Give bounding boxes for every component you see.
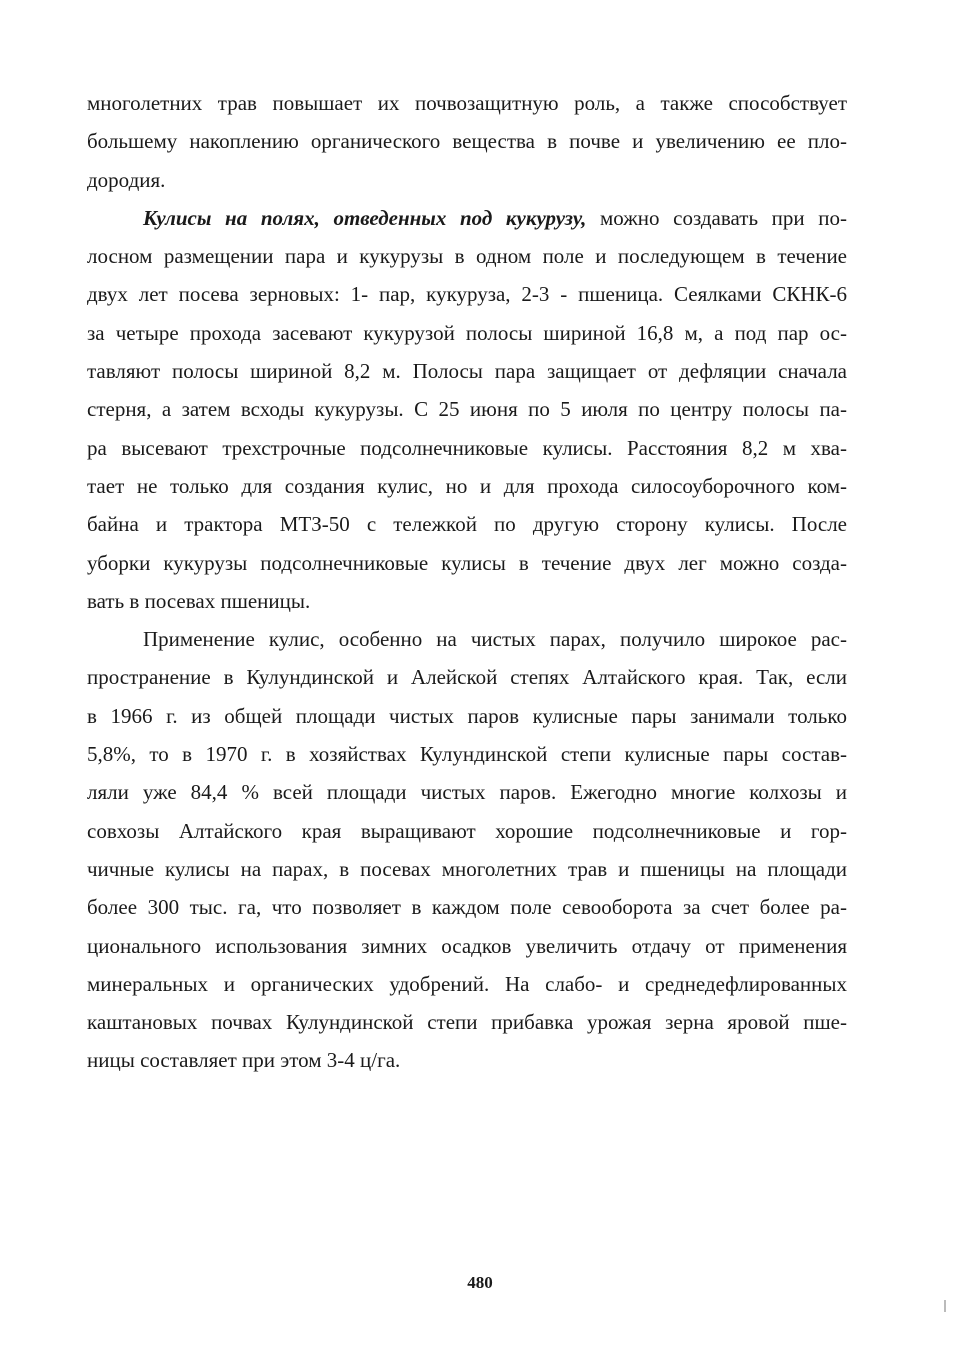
text-line: ционального использования зимних осадков увеличить отдачу от применения [87,933,847,958]
text-line: за четыре прохода засевают кукурузой полосы шириной 16,8 м, а под пар ос- [87,320,847,345]
text-line: в 1966 г. из общей площади чистых паров кулисные пары занимали только [87,703,847,728]
text-line: ра высевают трехстрочные подсолнечниковые кулисы. Расстояния 8,2 м хва- [87,435,847,460]
text-line: чичные кулисы на парах, в посевах многолетних трав и пшеницы на площади [87,856,847,881]
text-line: двух лет посева зерновых: 1- пар, кукуруза, 2-3 - пшеница. Сеялками СКНК-6 [87,282,847,307]
text-line: тавляют полосы шириной 8,2 м. Полосы пара защищает от дефляции сначала [87,359,847,384]
text-line: байна и трактора МТЗ-50 с тележкой по другую сторону кулисы. После [87,512,847,537]
text-line: многолетних трав повышает их почвозащитную роль, а также способствует [87,91,847,115]
text-line: стерня, а затем всходы кукурузы. С 25 июня по 5 июля по центру полосы па- [87,397,847,422]
page-number: 480 [467,1273,493,1292]
text-line: большему накоплению органического вещества в почве и увеличению ее пло- [87,129,847,154]
text-line: Применение кулис, особенно на чистых парах, получило широкое рас- [143,627,847,652]
text-line: совхозы Алтайского края выращивают хорошие подсолнечниковые и гор- [87,818,847,843]
text-line: ляли уже 84,4 % всей площади чистых паров. Ежегодно многие колхозы и [87,780,847,805]
text-line: каштановых почвах Кулундинской степи прибавка урожая зерна яровой пше- [87,1010,847,1035]
paragraph-1 [87,84,847,199]
text-line: ницы составляет при этом 3-4 ц/га. [87,1048,401,1073]
text-line: тает не только для создания кулис, но и для прохода силосоуборочного ком- [87,473,847,498]
body-text [87,84,847,1080]
text-line: вать в посевах пшеницы. [87,588,311,613]
text-line: более 300 тыс. га, что позволяет в каждом поле севооборота за счет более ра- [87,895,847,920]
text-line [87,199,847,237]
text-line: пространение в Кулундинской и Алейской степях Алтайского края. Так, если [87,665,847,690]
paragraph-3 [87,620,847,1080]
text-line: уборки кукурузы подсолнечниковые кулисы в течение двух лег можно созда- [87,550,847,575]
text-line: дородия. [87,167,166,192]
text-line: лосном размещении пара и кукурузы в одном поле и последующем в течение [87,244,847,269]
text-line: 5,8%, то в 1970 г. в хозяйствах Кулундинской степи кулисные пары состав- [87,742,847,767]
scan-edge-mark [944,1300,946,1312]
paragraph-2 [87,199,847,620]
emphasized-lead: Кулисы на полях, отведенных под кукурузу, [143,205,587,230]
text-line: минеральных и органических удобрений. На слабо- и среднедефлированных [87,971,847,996]
lead-continuation: можно создавать при по- [586,205,847,230]
